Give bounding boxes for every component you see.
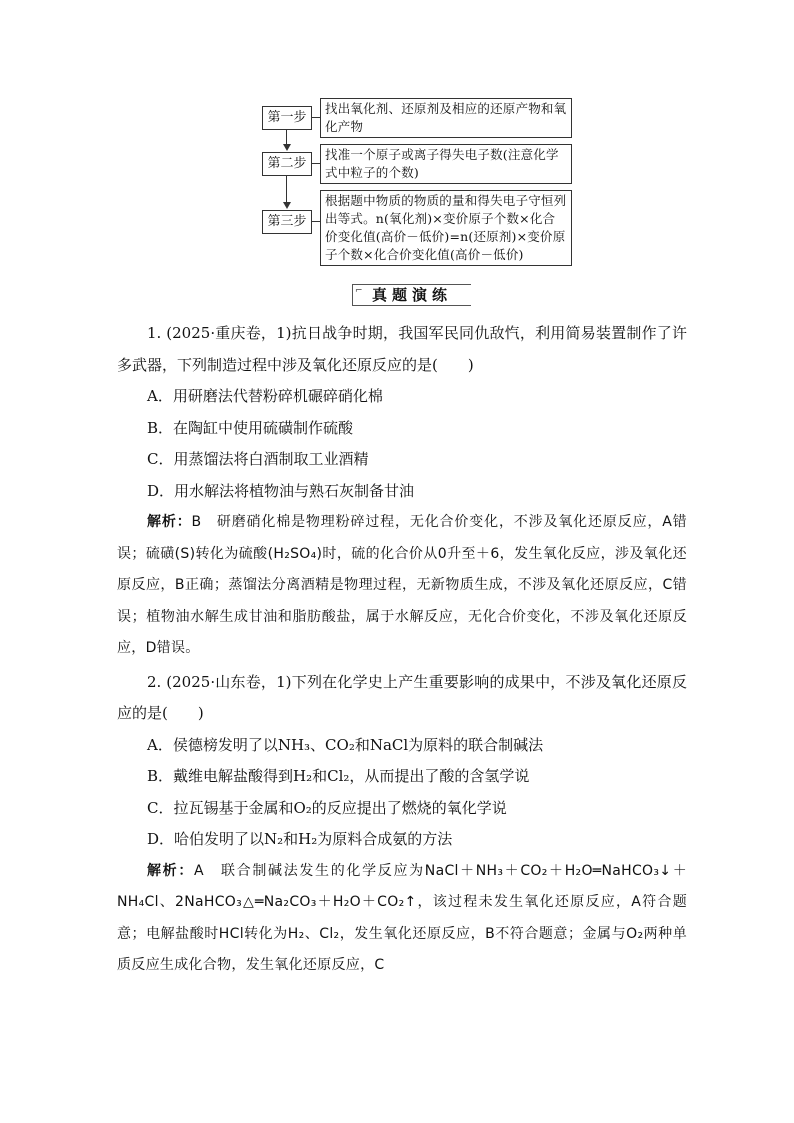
- step-3-text: 根据题中物质的物质的量和得失电子守恒列出等式。n(氧化剂)×变价原子个数×化合价变化值(高价－低价)=n(还原剂)×变价原子个数×化合价变化值(高价－低价): [320, 190, 572, 266]
- question-1-option-d: D．用水解法将植物油与熟石灰制备甘油: [147, 481, 415, 500]
- question-2-option-d: D．哈伯发明了以N₂和H₂为原料合成氨的方法: [147, 830, 453, 848]
- question-1-option-b: B．在陶缸中使用硫磺制作硫酸: [147, 418, 354, 437]
- arrow-line: [286, 176, 287, 202]
- arrow-down-icon: [283, 144, 291, 151]
- step-1-text: 找出氧化剂、还原剂及相应的还原产物和氧化产物: [320, 98, 572, 138]
- step-1-label: 第一步: [262, 106, 312, 130]
- question-1-stem: 1. (2025·重庆卷，1)抗日战争时期，我国军民同仇敌忾，利用简易装置制作了许多武器，下列制造过程中涉及氧化还原反应的是( ): [117, 324, 687, 374]
- question-1-option-a: A．用研磨法代替粉碎机碾碎硝化棉: [147, 387, 383, 405]
- question-2-stem: 2. (2025·山东卷，1)下列在化学史上产生重要影响的成果中，不涉及氧化还原反应的是( ): [117, 672, 687, 722]
- arrow-line: [286, 130, 287, 145]
- analysis-label: 解析：: [147, 514, 192, 530]
- step-2-label: 第二步: [262, 152, 312, 176]
- question-2-option-a: A．侯德榜发明了以NH₃、CO₂和NaCl为原料的联合制碱法: [147, 735, 544, 754]
- analysis-label: 解析：: [147, 862, 195, 879]
- arrow-down-icon: [283, 202, 291, 209]
- question-2-analysis: [117, 856, 687, 982]
- question-1-option-c: C．用蒸馏法将白酒制取工业酒精: [147, 450, 369, 468]
- connector-line: [312, 163, 320, 164]
- section-title: 真题演练: [372, 286, 453, 304]
- connector-line: [312, 117, 320, 118]
- step-3-label: 第三步: [262, 210, 312, 234]
- questions-content: [117, 318, 687, 982]
- step-2-text: 找准一个原子或离子得失电子数(注意化学式中粒子的个数): [320, 144, 572, 184]
- connector-line: [312, 221, 320, 222]
- analysis-text: A 联合制碱法发生的化学反应为NaCl＋NH₃＋CO₂＋H₂O═NaHCO₃↓＋NH₄Cl、2NaHCO₃△═Na₂CO₃＋H₂O＋CO₂↑，该过程未发生氧化还原反应，A符合题意；电解盐酸时HCl转化为H₂、Cl₂，发生氧化还原反应，B不符合题意；金属与O₂两种单质反应生成化合物，发生氧化还原反应，C: [117, 862, 687, 973]
- analysis-text: B 研磨硝化棉是物理粉碎过程，无化合价变化，不涉及氧化还原反应，A错误；硫磺(S)转化为硫酸(H₂SO₄)时，硫的化合价从0升至＋6，发生氧化反应，涉及氧化还原反应，B正确；蒸馏法分离酒精是物理过程，无新物质生成，不涉及氧化还原反应，C错误；植物油水解生成甘油和脂肪酸盐，属于水解反应，无化合价变化，不涉及氧化还原反应，D错误。: [117, 514, 687, 656]
- solving-steps-flowchart: [258, 96, 568, 268]
- section-banner: [352, 284, 472, 306]
- question-2-option-c: C．拉瓦锡基于金属和O₂的反应提出了燃烧的氧化学说: [147, 798, 507, 817]
- question-2-option-b: B．戴维电解盐酸得到H₂和Cl₂，从而提出了酸的含氢学说: [147, 767, 530, 785]
- question-1-analysis: [117, 507, 687, 665]
- corner-mark-icon: ⌐: [355, 286, 363, 296]
